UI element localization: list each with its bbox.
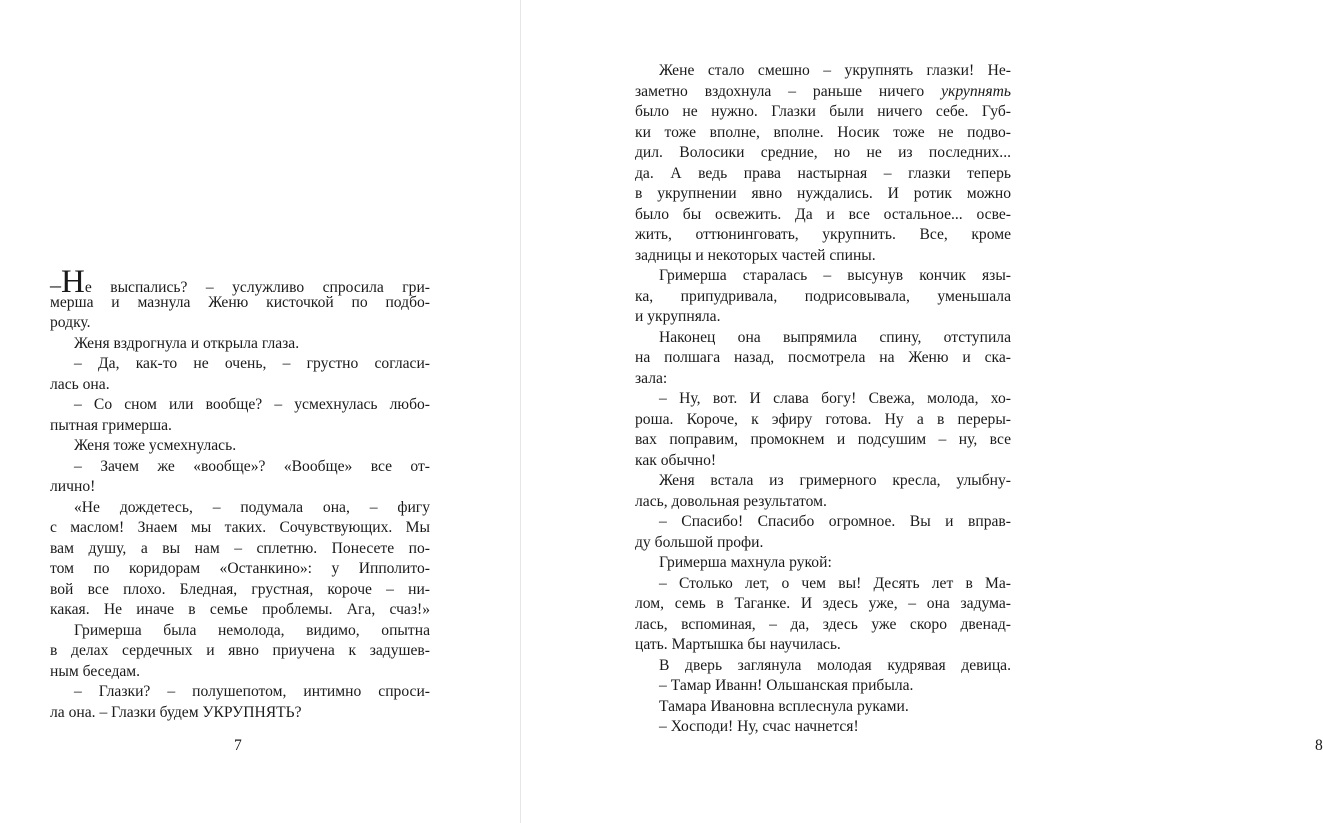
text-line: – Зачем же «вообще»? «Вообще» все от- [74,457,430,475]
text-line: и укрупняла. [635,308,721,325]
text-line: ла она. – Глазки будем УКРУПНЯТЬ? [50,703,302,721]
text-line: ка, припудривала, подрисовывала, уменьшала [635,287,1011,305]
text-line: вах поправим, промокнем и подсушим – ну, все [635,431,1011,448]
text-line: ки тоже вполне, вполне. Носик тоже не подво- [635,123,1011,141]
left-page-text [50,264,430,723]
text-line: Гримерша старалась – высунув кончик язы- [659,267,1011,284]
text-line: – Хосподи! Ну, счас начнется! [659,718,859,735]
text-line: дил. Волосики средние, но не из последних... [635,144,1011,161]
first-line [50,264,430,300]
text-line: лась она. [50,375,110,393]
paragraph-line: Жене стало смешно – укрупнять глазки! Не- [659,62,1011,79]
page-number-right: 8 [1315,737,1323,754]
text-line: родку. [50,314,91,331]
text-line: Гримерша была немолода, видимо, опытна [74,621,430,639]
paragraph-line-italic-word [635,82,1011,103]
page-number-left: 7 [234,737,242,754]
text-line: В дверь заглянула молодая кудрявая девица. [659,656,1011,674]
text-line: было не нужно. Глазки были ничего себе. Губ- [635,103,1011,120]
text-line: роша. Короче, к эфиру готова. Ну а в переры- [635,410,1011,428]
text-line: – Да, как-то не очень, – грустно согласи- [74,355,430,372]
text-line: как обычно! [635,451,717,469]
text-line: Женя встала из гримерного кресла, улыбну- [659,472,1011,489]
text-line: – Спасибо! Спасибо огромное. Вы и вправ- [659,513,1011,530]
text-line: – Ну, вот. И слава богу! Свежа, молода, хо- [659,390,1011,407]
first-line-rest: е выспались? – услужливо спросила гри- [84,279,430,296]
text-line: цать. Мартышка бы научилась. [635,636,841,653]
text-line: с маслом! Знаем мы таких. Сочувствующих. Мы [50,519,430,536]
dropcap-dash: – [50,272,61,297]
text-line: лично! [50,478,96,495]
text-line: какая. Не иначе в семье проблемы. Ага, счаз!» [50,601,430,618]
text-line: пытная гримерша. [50,416,172,434]
text-line: Гримерша махнула рукой: [659,554,832,571]
text-line: «Не дождетесь, – подумала она, – фигу [74,498,430,516]
text-line: – Тамар Иванн! Ольшанская прибыла. [659,677,914,694]
text-line: лась, вспоминая, – да, здесь уже скоро двенад- [635,615,1011,633]
text-line: да. А ведь права настырная – глазки теперь [635,164,1011,182]
text-line: ным беседам. [50,662,141,680]
text-line: – Глазки? – полушепотом, интимно спроси- [74,683,430,700]
text-line: на полшага назад, посмотрела на Женю и ска- [635,349,1011,366]
dropcap-letter: Н [61,264,85,300]
right-page-text [635,61,1011,738]
text-line: было бы освежить. Да и все остальное... осве- [635,205,1011,223]
text-line: лась, довольная результатом. [635,492,827,510]
text-line: – Со сном или вообще? – усмехнулась любо- [74,396,430,413]
text-line: жить, оттюнинговать, укрупнить. Все, кроме [635,226,1011,243]
text-line: вой все плохо. Бледная, грустная, короче – ни- [50,580,430,598]
text-line: лом, семь в Таганке. И здесь уже, – она задума- [635,595,1011,612]
text-line: зала: [635,369,668,387]
text-line: ду большой профи. [635,533,764,551]
text-line: Тамара Ивановна всплеснула руками. [659,697,909,715]
left-page [0,0,520,823]
text-line: мерша и мазнула Женю кисточкой по подбо- [50,293,430,311]
text-line: в делах сердечных и явно приучена к задушев- [50,642,430,659]
text-line: Наконец она выпрямила спину, отступила [659,328,1011,346]
text-line: том по коридорам «Останкино»: у Ипполито- [50,560,430,577]
text-line: Женя тоже усмехнулась. [74,437,237,454]
text-line: в укрупнении явно нуждались. И ротик можно [635,185,1011,202]
italic-word: укрупнять [941,82,1011,100]
line-start: заметно вздохнула – раньше ничего [635,82,942,100]
text-line: задницы и некоторых частей спины. [635,246,876,264]
right-page [521,0,1323,823]
text-line: вам душу, а вы нам – сплетню. Понесете по- [50,539,430,557]
text-line: – Столько лет, о чем вы! Десять лет в Ма- [659,574,1011,592]
text-line: Женя вздрогнула и открыла глаза. [74,334,300,352]
